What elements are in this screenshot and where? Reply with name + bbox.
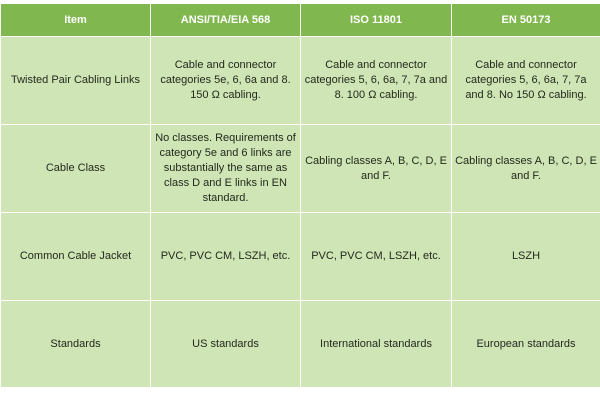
row-cable-jacket-en xyxy=(452,213,600,301)
header-row xyxy=(1,4,600,37)
cell-text: Cabling classes A, B, C, D, E and F. xyxy=(455,154,597,182)
bottom-margin xyxy=(0,392,600,400)
comparison-table-container xyxy=(0,3,600,388)
standards-comparison-table xyxy=(0,3,600,388)
cell-text: PVC, PVC CM, LSZH, etc. xyxy=(160,250,291,262)
table-header xyxy=(1,4,600,37)
table-body xyxy=(1,37,600,388)
header-en: EN 50173 xyxy=(452,4,600,37)
table-row xyxy=(1,301,600,388)
cell-text: Cable and connector categories 5, 6, 6a, 7, 7a and 8. 100 Ω cabling. xyxy=(304,59,448,101)
cell-text: Cable and connector categories 5e, 6, 6a and 8. 150 Ω cabling. xyxy=(160,59,291,101)
header-item: Item xyxy=(1,4,151,37)
header-ansi: ANSI/TIA/EIA 568 xyxy=(151,4,301,37)
cell-text: Common Cable Jacket xyxy=(19,250,132,262)
cell-text: LSZH xyxy=(511,250,541,262)
row-standards-item xyxy=(1,301,151,388)
cell-text: Standards xyxy=(50,337,101,350)
cell-text: Cabling classes A, B, C, D, E and F. xyxy=(305,154,447,182)
table-row xyxy=(1,125,600,213)
row-cable-jacket-ansi xyxy=(151,213,301,301)
row-twisted-pair-iso xyxy=(301,37,452,125)
row-cable-class-item xyxy=(1,125,151,213)
cell-text: European standards xyxy=(476,337,576,350)
cell-text: Cable and connector categories 5, 6, 6a, 7, 7a and 8. No 150 Ω cabling. xyxy=(465,59,587,101)
cell-text: US standards xyxy=(192,337,259,350)
row-twisted-pair-item xyxy=(1,37,151,125)
cell-text: PVC, PVC CM, LSZH, etc. xyxy=(311,250,441,262)
row-cable-jacket-iso xyxy=(301,213,452,301)
row-twisted-pair-en xyxy=(452,37,600,125)
table-row xyxy=(1,37,600,125)
row-cable-class-iso xyxy=(301,125,452,213)
cell-text: No classes. Requirements of category 5e and 6 links are substantially the same as class D and E links in EN standard. xyxy=(155,132,296,204)
cell-text: International standards xyxy=(320,337,432,350)
table-row xyxy=(1,213,600,301)
row-standards-ansi xyxy=(151,301,301,388)
header-iso: ISO 11801 xyxy=(301,4,452,37)
cell-text: Twisted Pair Cabling Links xyxy=(10,74,140,86)
row-cable-jacket-item xyxy=(1,213,151,301)
row-cable-class-ansi xyxy=(151,125,301,213)
row-twisted-pair-ansi xyxy=(151,37,301,125)
cell-text: Cable Class xyxy=(45,162,106,174)
row-cable-class-en xyxy=(452,125,600,213)
row-standards-en xyxy=(452,301,600,388)
row-standards-iso xyxy=(301,301,452,388)
